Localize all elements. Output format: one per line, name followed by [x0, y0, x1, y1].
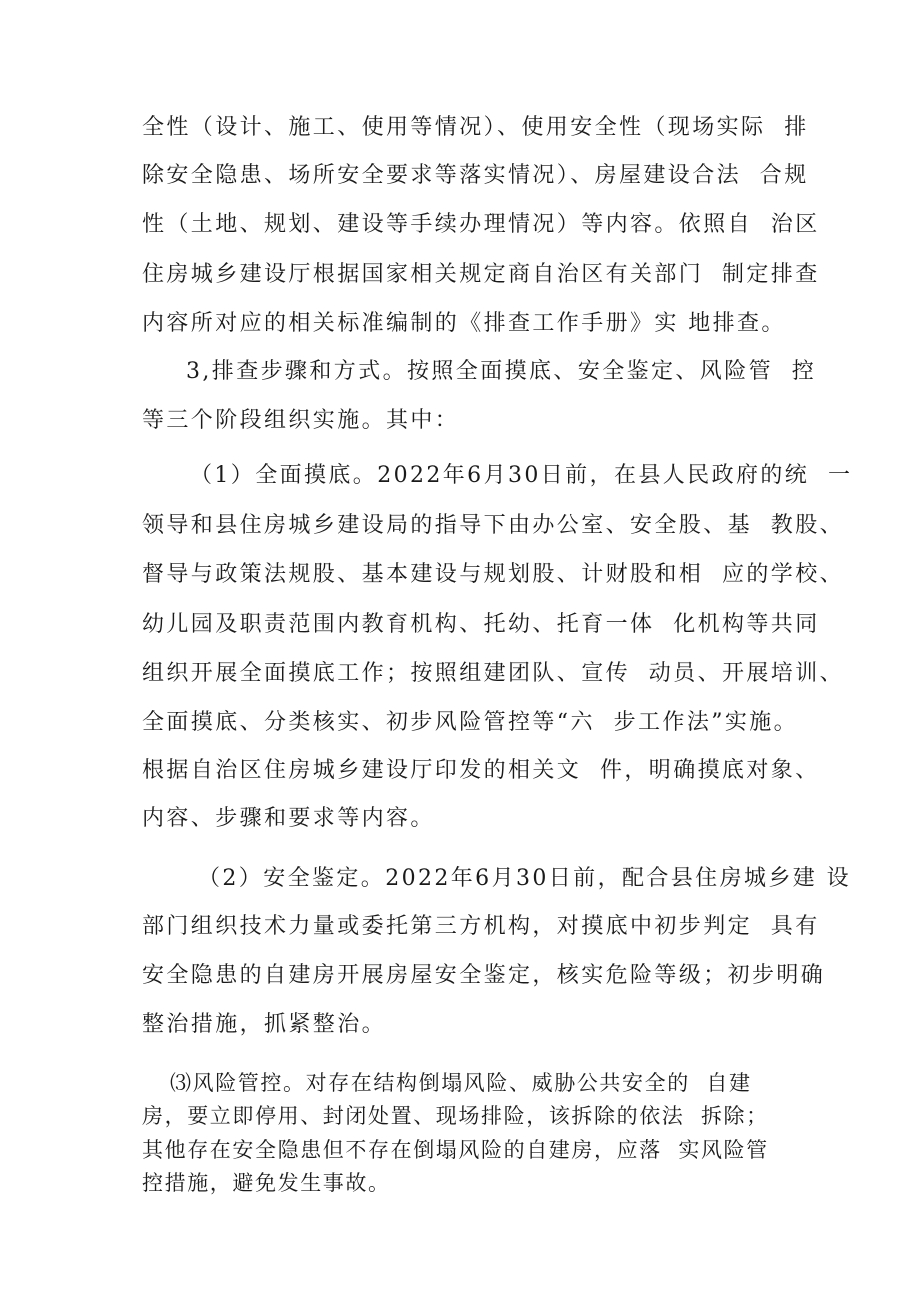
paragraph-line: 住房城乡建设厅根据国家相关规定商自治区有关部门 制定排查 [142, 262, 820, 287]
paragraph-line: 内容所对应的相关标准编制的《排查工作手册》实 地排查。 [142, 311, 786, 336]
paragraph-line: 整治措施，抓紧整治。 [142, 1012, 387, 1037]
paragraph-line: 部门组织技术力量或委托第三方机构，对摸底中初步判定 具有 [142, 914, 820, 939]
paragraph-line: 幼儿园及职责范围内教育机构、托幼、托育一体 化机构等共同 [142, 612, 820, 637]
paragraph-line: 控措施，避免发生事故。 [142, 1171, 391, 1195]
paragraph-line: 全面摸底、分类核实、初步风险管控等“六 步工作法”实施。 [142, 710, 799, 735]
paragraph-line: 房，要立即停用、封闭处置、现场排险，该拆除的依法 拆除； [142, 1104, 769, 1128]
paragraph-line: 等三个阶段组织实施。其中： [142, 408, 460, 433]
paragraph-line: 其他存在安全隐患但不存在倒塌风险的自建房，应落 实风险管 [142, 1138, 769, 1162]
paragraph-line: 性（土地、规划、建设等手续办理情况）等内容。依照自 治区 [142, 212, 820, 237]
paragraph-line: 根据自治区住房城乡建设厅印发的相关文 件，明确摸底对象、 [142, 758, 820, 783]
paragraph-line: 领导和县住房城乡建设局的指导下由办公室、安全股、基 教股、 [142, 513, 844, 538]
paragraph-line: 督导与政策法规股、基本建设与规划股、计财股和相 应的学校、 [142, 562, 844, 587]
paragraph-line: ⑶风险管控。对存在结构倒塌风险、威胁公共安全的 自建 [170, 1071, 752, 1095]
paragraph-line: 安全隐患的自建房开展房屋安全鉴定，核实危险等级；初步明确 [142, 963, 826, 988]
paragraph-line: 全性（设计、施工、使用等情况）、使用安全性（现场实际 排 [142, 115, 809, 140]
paragraph-line: （2）安全鉴定。2022年6月30日前，配合县住房城乡建 设 [198, 866, 851, 891]
paragraph-line: 组织开展全面摸底工作；按照组建团队、宣传 动员、开展培训、 [142, 661, 844, 686]
paragraph-line: 3,排查步骤和方式。按照全面摸底、安全鉴定、风险管 控 [186, 359, 817, 384]
paragraph-line: 内容、步骤和要求等内容。 [142, 806, 435, 831]
paragraph-line: 除安全隐患、场所安全要求等落实情况）、房屋建设合法 合规 [142, 163, 809, 188]
paragraph-line: （1）全面摸底。2022年6月30日前，在县人民政府的统 一 [190, 463, 853, 488]
